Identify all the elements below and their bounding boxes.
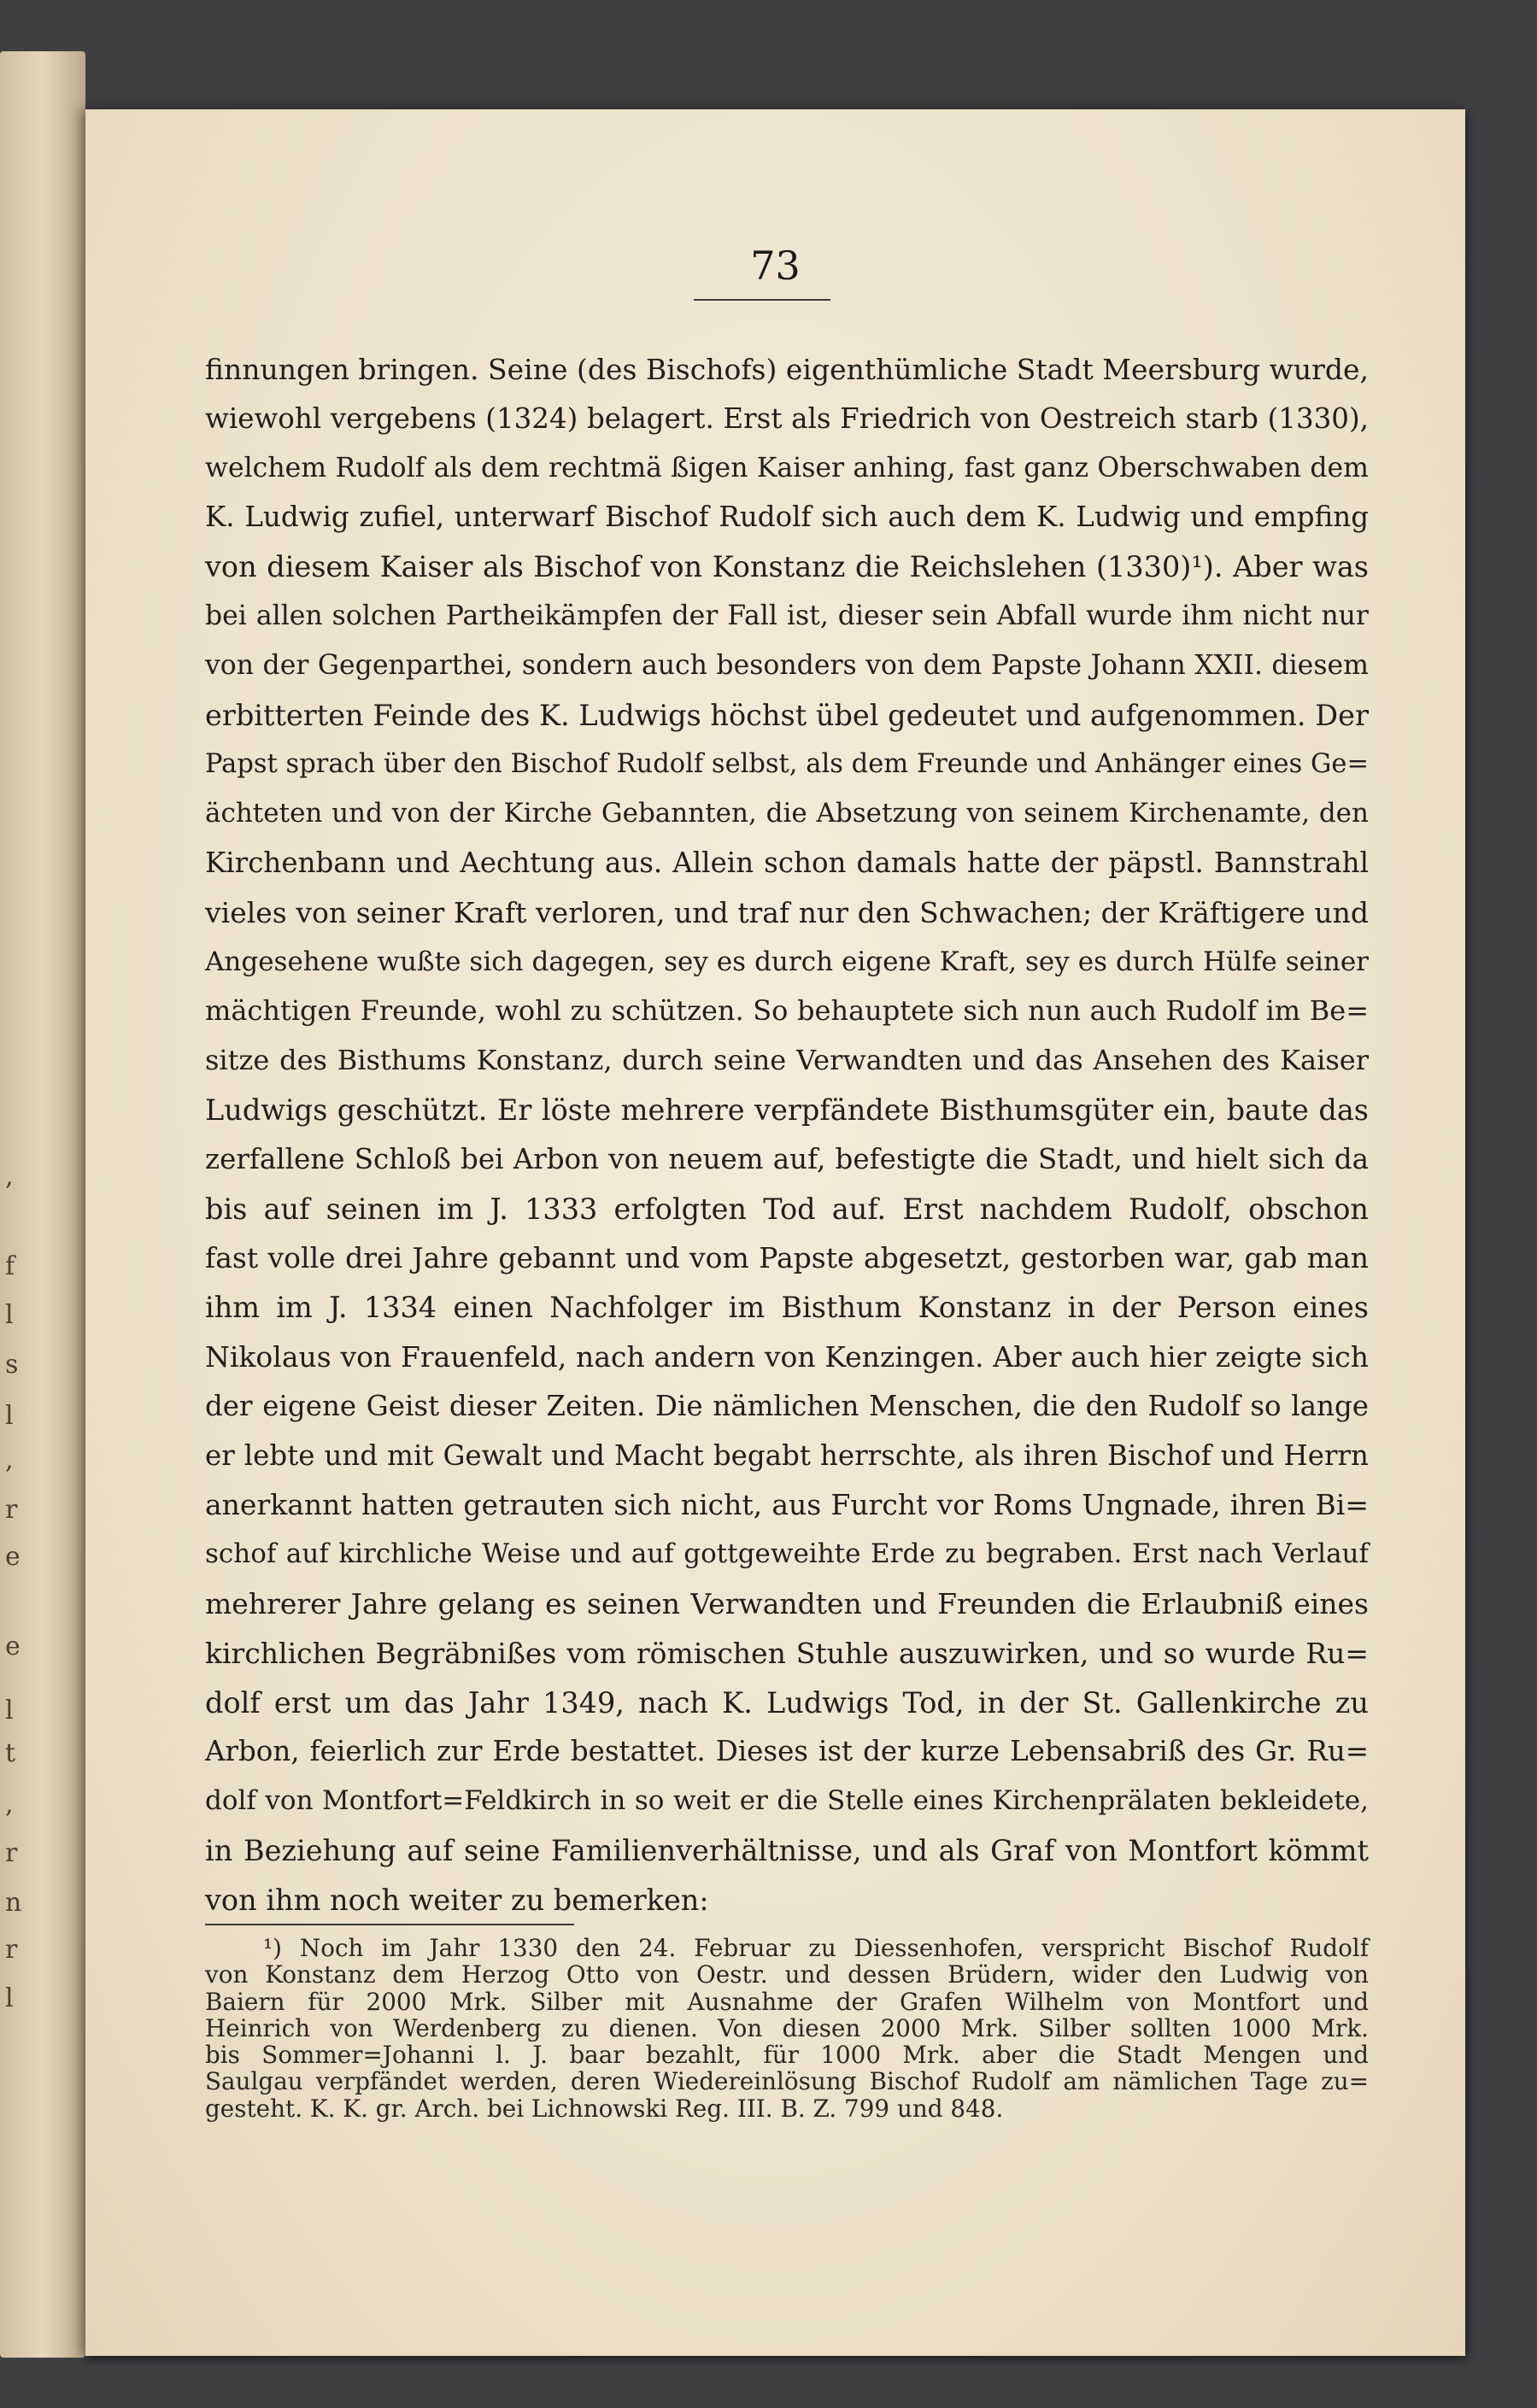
footnote-line: gesteht. K. K. gr. Arch. bei Lichnowski Reg. III. B. Z. 799 und 848.: [205, 2094, 1004, 2123]
left-page-fragment: t: [5, 1738, 16, 1768]
footnote-line: bis Sommer=Johanni l. J. baar bezahlt, für 1000 Mrk. aber die Stadt Mengen und: [205, 2041, 1369, 2070]
footnote-line: von Konstanz dem Herzog Otto von Oestr. und dessen Brüdern, wider den Ludwig von: [205, 1960, 1369, 1989]
left-page-fragment: r: [5, 1935, 18, 1965]
text-line: von der Gegenparthei, sondern auch besonders von dem Papste Johann XXII. diesem: [205, 649, 1369, 681]
text-line: anerkannt hatten getrauten sich nicht, aus Furcht vor Roms Ungnade, ihren Bi=: [205, 1488, 1369, 1522]
left-page-fragment: ,: [5, 1445, 14, 1475]
left-page-fragment: n: [5, 1888, 22, 1918]
left-page-fragment: e: [5, 1542, 21, 1572]
text-line: Ludwigs geschützt. Er löste mehrere verpfändete Bisthumsgüter ein, baute das: [205, 1093, 1369, 1127]
footnote-line: Baiern für 2000 Mrk. Silber mit Ausnahme der Grafen Wilhelm von Montfort und: [205, 1987, 1369, 2016]
text-line: dolf von Montfort=Feldkirch in so weit er die Stelle eines Kirchenprälaten bekleidete,: [205, 1785, 1369, 1817]
text-line: K. Ludwig zufiel, unterwarf Bischof Rudolf sich auch dem K. Ludwig und empfing: [205, 501, 1369, 534]
text-line: erbitterten Feinde des K. Ludwigs höchst übel gedeutet und aufgenommen. Der: [205, 698, 1369, 732]
text-line: kirchlichen Begräbnißes vom römischen Stuhle auszuwirken, und so wurde Ru=: [205, 1636, 1369, 1670]
footnote-rule: [205, 1924, 574, 1925]
text-line: bis auf seinen im J. 1333 erfolgten Tod auf. Erst nachdem Rudolf, obschon: [205, 1192, 1369, 1226]
text-line: Kirchenbann und Aechtung aus. Allein schon damals hatte der päpstl. Bannstrahl: [205, 846, 1369, 879]
text-line: von diesem Kaiser als Bischof von Konstanz die Reichslehen (1330)¹). Aber was: [205, 550, 1369, 584]
footnote-line: Saulgau verpfändet werden, deren Wiedereinlösung Bischof Rudolf am nämlichen Tage zu=: [205, 2067, 1369, 2096]
text-line: er lebte und mit Gewalt und Macht begabt herrschte, als ihren Bischof und Herrn: [205, 1438, 1369, 1472]
left-page-fragment: s: [5, 1350, 19, 1380]
left-page-fragment: l: [5, 1696, 14, 1725]
text-line: welchem Rudolf als dem rechtmä ßigen Kaiser anhing, fast ganz Oberschwaben dem: [205, 452, 1369, 483]
text-line: Arbon, feierlich zur Erde bestattet. Dieses ist der kurze Lebensabriß des Gr. Ru=: [205, 1735, 1369, 1768]
text-line: Nikolaus von Frauenfeld, nach andern von Kenzingen. Aber auch hier zeigte sich: [205, 1339, 1369, 1374]
text-line: Angesehene wußte sich dagegen, sey es durch eigene Kraft, sey es durch Hülfe seiner: [205, 946, 1369, 977]
text-line: in Beziehung auf seine Familienverhältnisse, und als Graf von Montfort kömmt: [205, 1833, 1369, 1867]
left-page-edge: [0, 51, 85, 2358]
left-page-fragment: l: [5, 1300, 14, 1330]
text-line: vieles von seiner Kraft verloren, und traf nur den Schwachen; der Kräftigere und: [205, 895, 1369, 929]
text-line: zerfallene Schloß bei Arbon von neuem auf, befestigte die Stadt, und hielt sich da: [205, 1142, 1369, 1175]
left-page-fragment: e: [5, 1632, 21, 1661]
text-line: sitze des Bisthums Konstanz, durch seine Verwandten und das Ansehen des Kaiser: [205, 1044, 1369, 1077]
left-page-fragment: l: [5, 1401, 14, 1431]
text-line: wiewohl vergebens (1324) belagert. Erst als Friedrich von Oestreich starb (1330),: [205, 401, 1369, 435]
left-page-fragment: r: [5, 1838, 18, 1868]
footnote-line: Heinrich von Werdenberg zu dienen. Von diesen 2000 Mrk. Silber sollten 1000 Mrk.: [205, 2013, 1369, 2042]
body-text: [205, 345, 1369, 1925]
text-line: finnungen bringen. Seine (des Bischofs) eigenthümliche Stadt Meersburg wurde,: [205, 353, 1369, 386]
book-page: [85, 109, 1465, 2356]
page-number-rule: [694, 299, 830, 301]
text-line: mehrerer Jahre gelang es seinen Verwandten und Freunden die Erlaubniß eines: [205, 1586, 1369, 1620]
left-page-fragment: f: [5, 1251, 15, 1281]
page-number: 73: [750, 243, 801, 289]
text-line: von ihm noch weiter zu bemerken:: [205, 1883, 709, 1917]
text-line: schof auf kirchliche Weise und auf gottgeweihte Erde zu begraben. Erst nach Verlauf: [205, 1538, 1369, 1570]
text-line: der eigene Geist dieser Zeiten. Die nämlichen Menschen, die den Rudolf so lange: [205, 1389, 1369, 1422]
left-page-fragment: r: [5, 1495, 18, 1525]
text-line: Papst sprach über den Bischof Rudolf selbst, als dem Freunde und Anhänger eines Ge=: [205, 749, 1369, 780]
text-line: mächtigen Freunde, wohl zu schützen. So behauptete sich nun auch Rudolf im Be=: [205, 994, 1369, 1028]
left-page-fragment: ,: [5, 1162, 14, 1192]
text-line: ächteten und von der Kirche Gebannten, die Absetzung von seinem Kirchenamte, den: [205, 798, 1369, 829]
text-line: ihm im J. 1334 einen Nachfolger im Bisthum Konstanz in der Person eines: [205, 1291, 1369, 1325]
text-line: fast volle drei Jahre gebannt und vom Papste abgesetzt, gestorben war, gab man: [205, 1241, 1369, 1275]
left-page-fragment: ,: [5, 1790, 14, 1819]
text-line: dolf erst um das Jahr 1349, nach K. Ludwigs Tod, in der St. Gallenkirche zu: [205, 1685, 1369, 1720]
text-line: bei allen solchen Partheikämpfen der Fall ist, dieser sein Abfall wurde ihm nicht nur: [205, 600, 1369, 631]
left-page-fragment: l: [5, 1983, 14, 2013]
footnote-line: ¹) Noch im Jahr 1330 den 24. Februar zu Diessenhofen, verspricht Bischof Rudolf: [263, 1934, 1369, 1962]
footnote: [205, 1935, 1369, 2122]
